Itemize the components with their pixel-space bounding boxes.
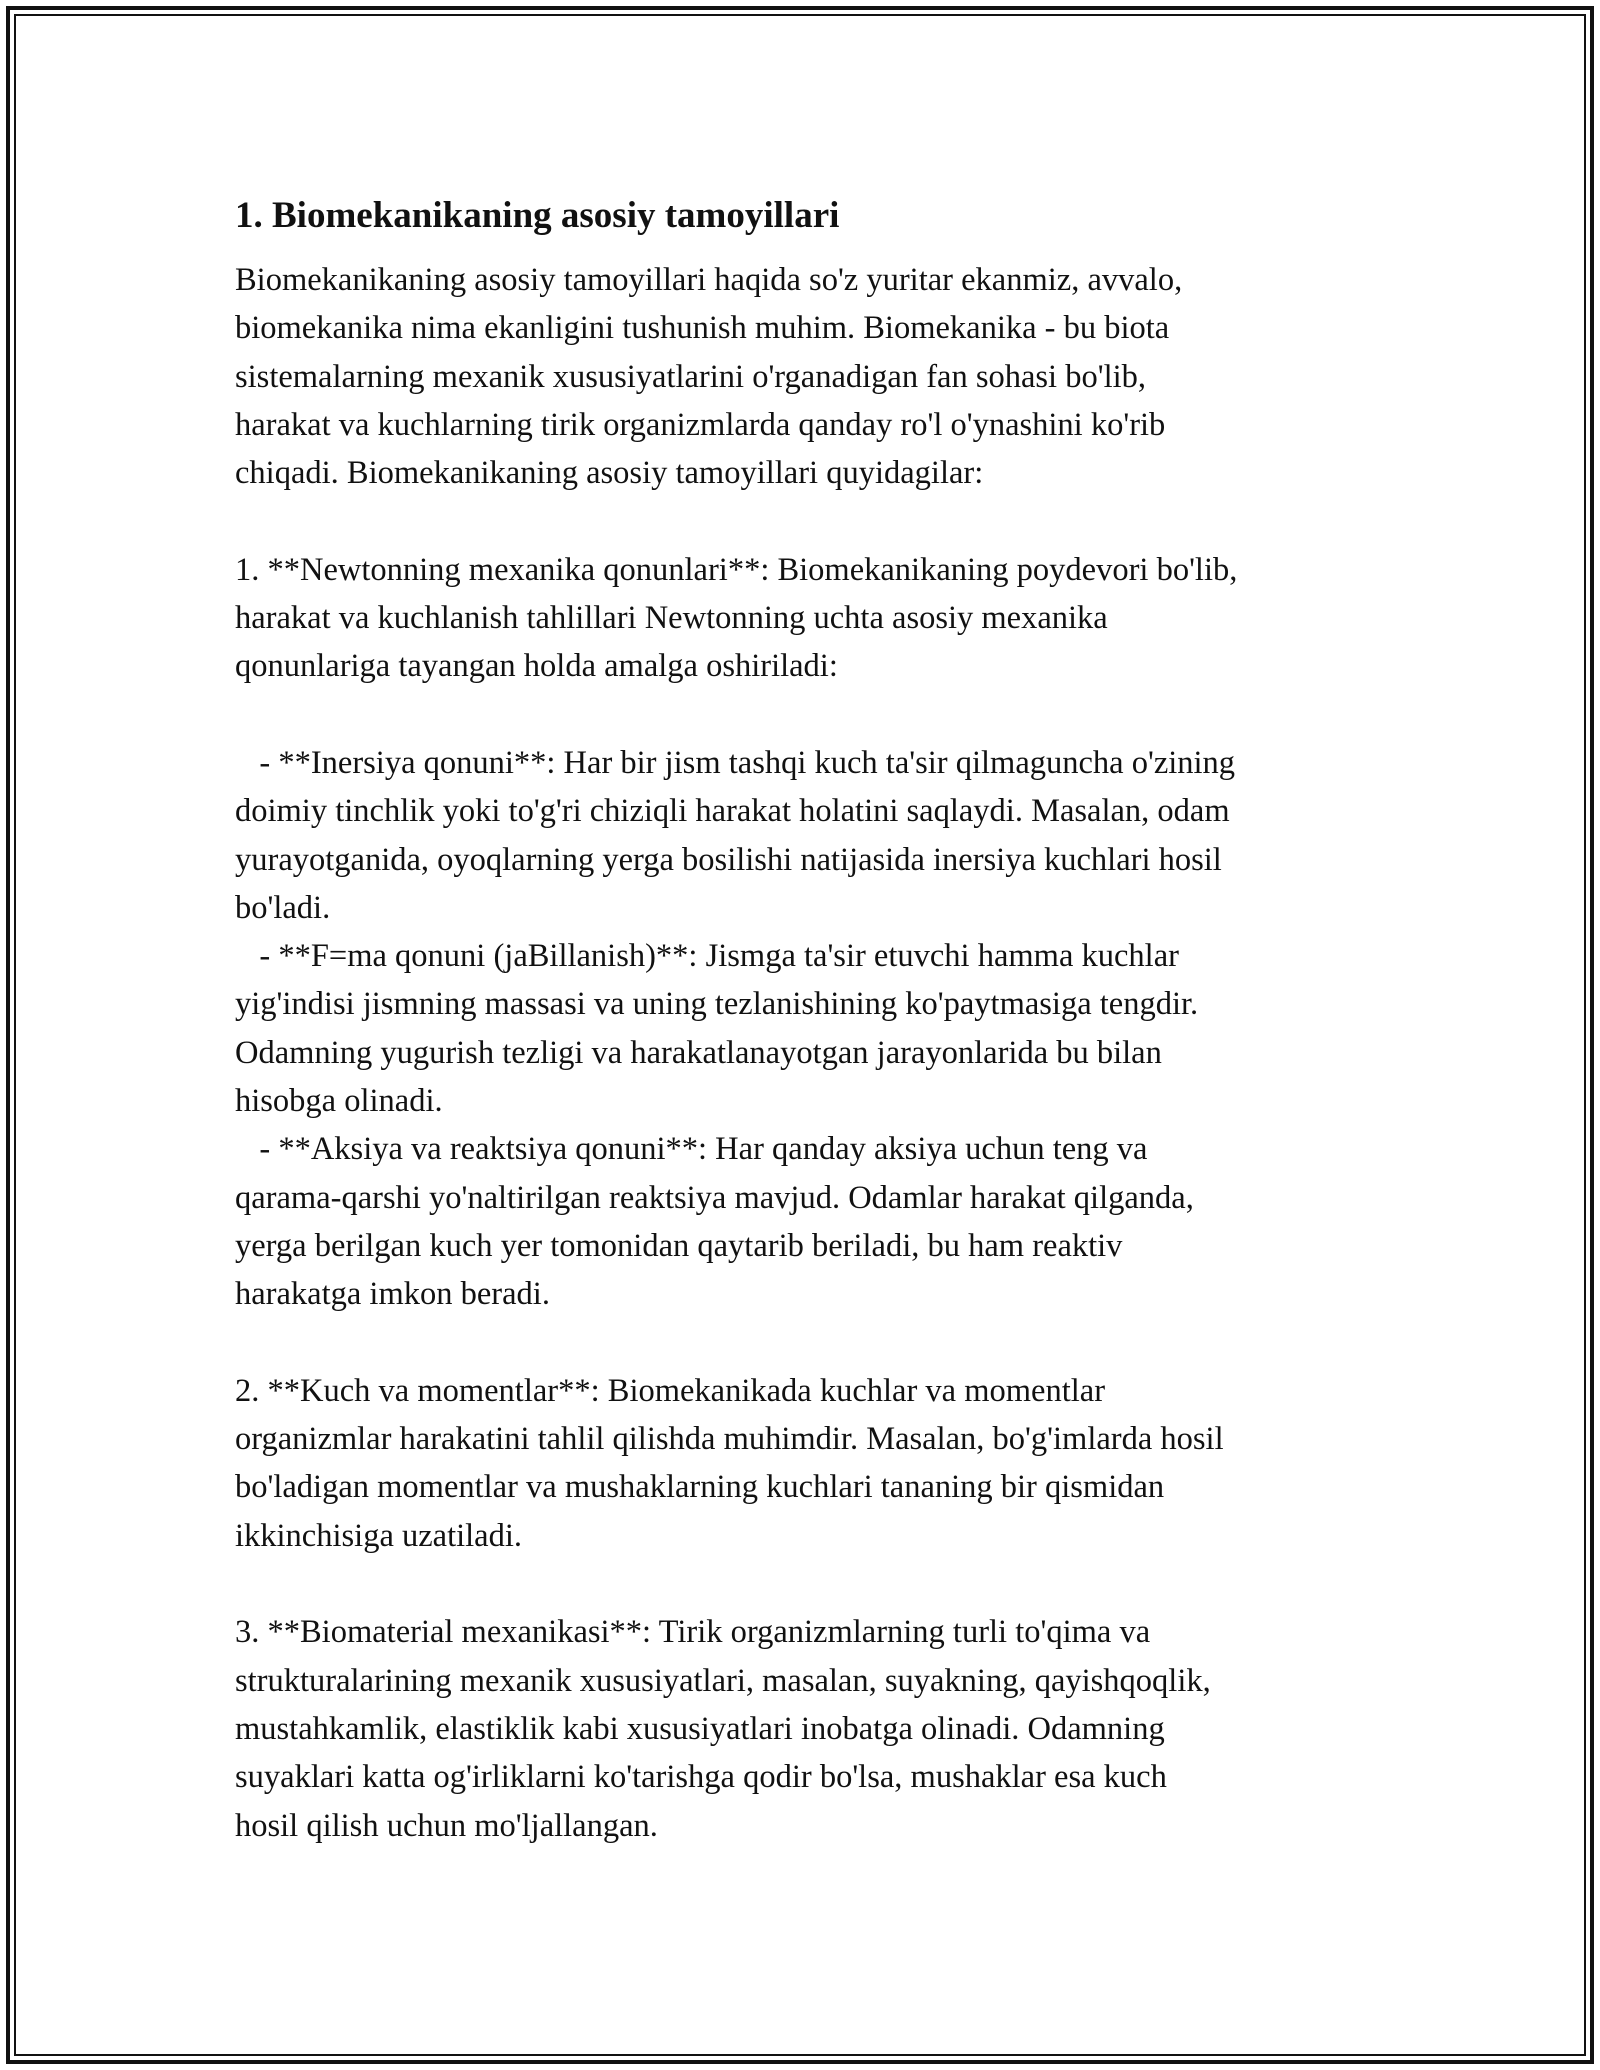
document-content (235, 188, 1385, 1850)
section-body-text: Biomekanikaning asosiy tamoyillari haqida so'z yuritar ekanmiz, avvalo, biomekanika nima ekanligini tushunish muhim. Biomekanika - bu biota sistemalarning mexanik xususiyatlarini o'rganadigan fan sohasi bo'lib, harakat va kuchlarning tirik organizmlarda qanday ro'l o'ynashini ko'rib chiqadi. Biomekanikaning asosiy tamoyillari quyidagilar: 1. **Newtonning mexanika qonunlari**: Biomekanikaning poydevori bo'lib, harakat va kuchlanish tahlillari Newtonning uchta asosiy mexanika qonunlariga tayangan holda amalga oshiriladi: - **Inersiya qonuni**: Har bir jism tashqi kuch ta'sir qilmaguncha o'zining doimiy tinchlik yoki to'g'ri chiziqli harakat holatini saqlaydi. Masalan, odam yurayotganida, oyoqlarning yerga bosilishi natijasida inersiya kuchlari hosil bo'ladi. - **F=ma qonuni (jaBillanish)**: Jismga ta'sir etuvchi hamma kuchlar yig'indisi jismning massasi va uning tezlanishining ko'paytmasiga tengdir. Odamning yugurish tezligi va harakatlanayotgan jarayonlarida bu bilan hisobga olinadi. - **Aksiya va reaktsiya qonuni**: Har qanday aksiya uchun teng va qarama-qarshi yo'naltirilgan reaktsiya mavjud. Odamlar harakat qilganda, yerga berilgan kuch yer tomonidan qaytarib beriladi, bu ham reaktiv harakatga imkon beradi. 2. **Kuch va momentlar**: Biomekanikada kuchlar va momentlar organizmlar harakatini tahlil qilishda muhimdir. Masalan, bo'g'imlarda hosil bo'ladigan momentlar va mushaklarning kuchlari tananing bir qismidan ikkinchisiga uzatiladi. 3. **Biomaterial mexanikasi**: Tirik organizmlarning turli to'qima va strukturalarining mexanik xususiyatlari, masalan, suyakning, qayishqoqlik, mustahkamlik, elastiklik kabi xususiyatlari inobatga olinadi. Odamning suyaklari katta og'irliklarni ko'tarishga qodir bo'lsa, mushaklar esa kuch hosil qilish uchun mo'ljallangan. (235, 262, 1238, 1844)
section-heading: 1. Biomekanikaning asosiy tamoyillari (235, 195, 840, 236)
